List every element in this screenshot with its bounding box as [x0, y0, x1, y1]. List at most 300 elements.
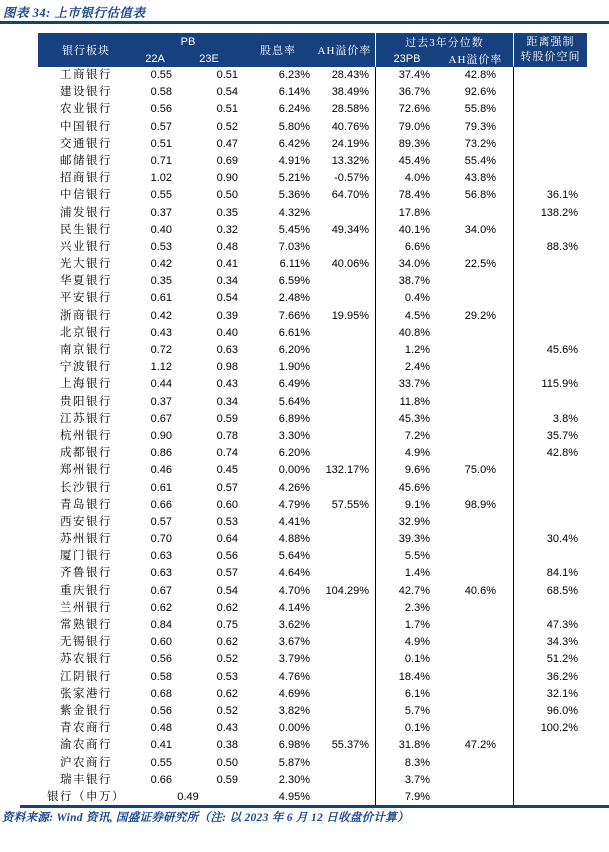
cell-percentile-ah: [438, 359, 514, 376]
cell-percentile-ah: [438, 325, 514, 342]
cell-bank-name: 华夏银行: [60, 275, 112, 288]
cell-percentile-ah: [438, 376, 514, 393]
cell-pb-23e: 0.51: [216, 69, 238, 81]
cell-conversion-space: [514, 772, 587, 789]
cell-dividend-yield: 4.14%: [278, 601, 310, 614]
cell-percentile-ah: [438, 772, 514, 789]
cell-percentile-ah: 22.5%: [438, 256, 514, 273]
cell-ah-premium: 28.43%: [314, 67, 376, 84]
cell-bank-name: 兰州银行: [60, 601, 112, 614]
cell-pb-23e: 0.59: [216, 412, 238, 425]
cell-pb-23e: 0.54: [216, 292, 238, 305]
table-row: [38, 239, 587, 256]
cell-conversion-space: 138.2%: [540, 206, 578, 219]
cell-ah-premium: 49.34%: [314, 222, 376, 239]
cell-percentile-23pb: 0.1%: [404, 653, 430, 666]
cell-percentile-ah: [438, 342, 514, 359]
cell-dividend-yield: 6.98%: [278, 739, 310, 752]
table-row: [38, 703, 587, 720]
cell-percentile-23pb: 0.4%: [404, 292, 430, 305]
cell-pb-23e: 0.50: [216, 189, 238, 202]
cell-ah-premium: [314, 428, 376, 445]
cell-bank-name: 渝农商行: [60, 739, 112, 752]
table-row: [38, 359, 587, 376]
cell-percentile-ah: [438, 565, 514, 582]
cell-ah-premium: 55.37%: [314, 737, 376, 754]
cell-bank-name: 长沙银行: [60, 481, 112, 494]
table-row: [38, 497, 587, 514]
cell-percentile-ah: 34.0%: [438, 222, 514, 239]
cell-conversion-space: [514, 101, 587, 118]
cell-percentile-ah: [438, 239, 514, 256]
cell-percentile-23pb: 8.3%: [404, 756, 430, 769]
cell-ah-premium: [314, 720, 376, 737]
cell-percentile-ah: [438, 548, 514, 565]
cell-dividend-yield: 6.59%: [278, 275, 310, 288]
cell-percentile-ah: [438, 686, 514, 703]
header-percentile-ah-premium: AH溢价率: [438, 50, 514, 67]
cell-pb-22a: 0.68: [150, 687, 172, 700]
cell-ah-premium: 64.70%: [314, 187, 376, 204]
cell-dividend-yield: 3.82%: [278, 704, 310, 717]
bank-valuation-table: [38, 33, 587, 806]
cell-ah-premium: [314, 686, 376, 703]
cell-dividend-yield: 0.00%: [278, 464, 310, 477]
cell-bank-name: 张家港行: [60, 687, 112, 700]
cell-conversion-space: [514, 256, 587, 273]
cell-dividend-yield: 2.48%: [278, 292, 310, 305]
cell-pb-23e: 0.52: [216, 704, 238, 717]
cell-ah-premium: [314, 669, 376, 686]
cell-pb-22a: 0.43: [150, 326, 172, 339]
cell-ah-premium: [314, 789, 376, 806]
cell-pb-22a: 0.48: [150, 722, 172, 735]
cell-conversion-space: 68.5%: [546, 584, 578, 597]
cell-pb-22a: 0.35: [150, 275, 172, 288]
source-note: 资料来源: Wind 资讯, 国盛证券研究所（注: 以 2023 年 6 月 12 日收盘价计算）: [2, 812, 409, 824]
cell-bank-name: 农业银行: [60, 103, 112, 116]
cell-ah-premium: 19.95%: [314, 308, 376, 325]
cell-bank-name: 郑州银行: [60, 464, 112, 477]
cell-pb-22a: 0.40: [150, 223, 172, 236]
table-row: [38, 669, 587, 686]
cell-percentile-ah: [438, 273, 514, 290]
cell-pb-22a: 0.42: [150, 258, 172, 271]
cell-pb-23e: 0.43: [216, 722, 238, 735]
cell-conversion-space: [514, 136, 587, 153]
table-row: [38, 445, 587, 462]
cell-pb-22a: 0.56: [150, 653, 172, 666]
cell-percentile-23pb: 4.0%: [404, 172, 430, 185]
cell-ah-premium: [314, 565, 376, 582]
cell-pb-23e: 0.54: [216, 86, 238, 99]
cell-conversion-space: 51.2%: [546, 653, 578, 666]
cell-pb-23e: 0.56: [216, 550, 238, 563]
cell-percentile-23pb: 5.7%: [404, 704, 430, 717]
cell-ah-premium: [314, 617, 376, 634]
cell-percentile-ah: 56.8%: [438, 187, 514, 204]
cell-percentile-ah: 92.6%: [438, 84, 514, 101]
cell-dividend-yield: 4.41%: [278, 515, 310, 528]
cell-ah-premium: [314, 480, 376, 497]
cell-dividend-yield: 7.03%: [278, 240, 310, 253]
cell-pb-23e: 0.34: [216, 395, 238, 408]
cell-pb-merged: 0.49: [177, 790, 199, 803]
cell-dividend-yield: 3.79%: [278, 653, 310, 666]
cell-percentile-23pb: 36.7%: [398, 86, 430, 99]
table-row: [38, 686, 587, 703]
cell-dividend-yield: 6.42%: [278, 137, 310, 150]
cell-percentile-ah: 42.8%: [438, 67, 514, 84]
cell-conversion-space: [514, 755, 587, 772]
cell-pb-23e: 0.98: [216, 361, 238, 374]
cell-percentile-ah: [438, 600, 514, 617]
cell-percentile-ah: [438, 480, 514, 497]
cell-ah-premium: [314, 548, 376, 565]
table-row: [38, 548, 587, 565]
cell-percentile-23pb: 78.4%: [398, 189, 430, 202]
cell-percentile-23pb: 4.5%: [404, 309, 430, 322]
cell-bank-name: 厦门银行: [60, 550, 112, 563]
cell-dividend-yield: 4.88%: [278, 533, 310, 546]
cell-bank-name: 中国银行: [60, 120, 112, 133]
cell-pb-22a: 0.67: [150, 412, 172, 425]
cell-pb-23e: 0.57: [216, 567, 238, 580]
cell-bank-name: 光大银行: [60, 258, 112, 271]
cell-pb-22a: 1.12: [150, 361, 172, 374]
table-row: [38, 205, 587, 222]
cell-ah-premium: [314, 394, 376, 411]
table-row: [38, 136, 587, 153]
cell-ah-premium: 28.58%: [314, 101, 376, 118]
cell-pb-22a: 0.62: [150, 601, 172, 614]
cell-bank-name: 北京银行: [60, 326, 112, 339]
header-conversion-line1: 距离强制: [526, 36, 575, 48]
cell-pb-23e: 0.54: [216, 584, 238, 597]
cell-percentile-23pb: 38.7%: [398, 275, 430, 288]
cell-pb-23e: 0.53: [216, 515, 238, 528]
cell-percentile-23pb: 31.8%: [398, 739, 430, 752]
cell-ah-premium: 40.76%: [314, 119, 376, 136]
cell-pb-23e: 0.62: [216, 601, 238, 614]
cell-percentile-23pb: 42.7%: [398, 584, 430, 597]
cell-percentile-ah: [438, 531, 514, 548]
cell-pb-22a: 0.86: [150, 447, 172, 460]
cell-bank-name: 邮储银行: [60, 154, 112, 167]
cell-bank-name: 西安银行: [60, 515, 112, 528]
cell-percentile-ah: 29.2%: [438, 308, 514, 325]
cell-bank-name: 瑞丰银行: [60, 773, 112, 786]
cell-percentile-23pb: 1.7%: [404, 619, 430, 631]
cell-percentile-ah: [438, 428, 514, 445]
header-pb-23e: 23E: [199, 52, 219, 65]
cell-pb-22a: 0.57: [150, 515, 172, 528]
cell-ah-premium: [314, 755, 376, 772]
cell-bank-name: 齐鲁银行: [60, 567, 112, 580]
cell-bank-name: 招商银行: [60, 172, 112, 185]
cell-dividend-yield: 4.64%: [278, 567, 310, 580]
cell-ah-premium: [314, 325, 376, 342]
cell-bank-name: 贵阳银行: [60, 395, 112, 408]
cell-conversion-space: [514, 273, 587, 290]
cell-percentile-ah: [438, 634, 514, 651]
cell-dividend-yield: 4.76%: [278, 670, 310, 683]
table-row: [38, 531, 587, 548]
cell-ah-premium: [314, 531, 376, 548]
cell-percentile-23pb: 45.4%: [398, 154, 430, 167]
cell-percentile-23pb: 32.9%: [398, 515, 430, 528]
cell-bank-name: 常熟银行: [60, 619, 112, 631]
cell-pb-23e: 0.75: [216, 619, 238, 631]
cell-percentile-23pb: 1.4%: [404, 567, 430, 580]
table-header: [38, 33, 587, 67]
cell-bank-name: 工商银行: [60, 69, 112, 81]
cell-percentile-23pb: 9.6%: [404, 464, 430, 477]
table-row: [38, 342, 587, 359]
cell-pb-22a: 0.44: [150, 378, 172, 391]
cell-percentile-23pb: 11.8%: [399, 395, 430, 408]
cell-percentile-ah: 43.8%: [438, 170, 514, 187]
cell-dividend-yield: 4.26%: [278, 481, 310, 494]
cell-dividend-yield: 4.32%: [278, 206, 310, 219]
cell-pb-22a: 0.63: [150, 550, 172, 563]
cell-dividend-yield: 4.79%: [278, 498, 310, 511]
table-row: [38, 376, 587, 393]
cell-percentile-23pb: 6.1%: [404, 687, 430, 700]
cell-pb-23e: 0.39: [216, 309, 238, 322]
table-row: [38, 789, 587, 806]
cell-dividend-yield: 5.64%: [278, 550, 310, 563]
cell-ah-premium: [314, 359, 376, 376]
cell-conversion-space: [514, 600, 587, 617]
cell-pb-22a: 0.67: [150, 584, 172, 597]
cell-bank-name: 紫金银行: [60, 704, 112, 717]
cell-bank-name: 苏州银行: [60, 533, 112, 546]
cell-conversion-space: [514, 153, 587, 170]
cell-percentile-ah: [438, 205, 514, 222]
cell-conversion-space: [514, 480, 587, 497]
cell-bank-name: 平安银行: [60, 292, 112, 305]
cell-bank-name: 江阴银行: [60, 670, 112, 683]
cell-pb-22a: 1.02: [150, 172, 172, 185]
table-row: [38, 325, 587, 342]
cell-percentile-23pb: 39.3%: [398, 533, 430, 546]
cell-percentile-ah: [438, 514, 514, 531]
cell-bank-name: 南京银行: [60, 344, 112, 356]
cell-dividend-yield: 6.11%: [279, 258, 310, 271]
cell-ah-premium: [314, 703, 376, 720]
table-row: [38, 84, 587, 101]
cell-pb-23e: 0.34: [216, 275, 238, 288]
cell-percentile-23pb: 5.5%: [404, 550, 430, 563]
cell-pb-22a: 0.37: [150, 206, 172, 219]
cell-bank-name: 青农商行: [60, 722, 112, 735]
cell-dividend-yield: 3.67%: [278, 636, 310, 649]
cell-percentile-ah: [438, 720, 514, 737]
header-ah-premium: AH溢价率: [314, 33, 376, 67]
cell-ah-premium: 104.29%: [314, 583, 376, 600]
cell-ah-premium: 13.32%: [314, 153, 376, 170]
cell-pb-23e: 0.52: [216, 120, 238, 133]
cell-pb-22a: 0.55: [150, 69, 172, 81]
cell-pb-23e: 0.90: [216, 172, 238, 185]
table-row: [38, 462, 587, 479]
cell-ah-premium: [314, 290, 376, 307]
cell-percentile-23pb: 0.1%: [404, 722, 430, 735]
cell-percentile-ah: 55.8%: [438, 101, 514, 118]
cell-dividend-yield: 7.66%: [278, 309, 310, 322]
table-row: [38, 737, 587, 754]
cell-percentile-23pb: 40.1%: [398, 223, 430, 236]
header-pb-group: PB: [180, 35, 196, 48]
cell-bank-name: 银行（申万）: [47, 790, 125, 803]
cell-ah-premium: [314, 376, 376, 393]
cell-pb-23e: 0.51: [216, 103, 238, 116]
cell-dividend-yield: 6.49%: [278, 378, 310, 391]
table-row: [38, 256, 587, 273]
header-conversion-line2: 转股价空间: [520, 51, 581, 63]
cell-conversion-space: 34.3%: [546, 636, 578, 649]
table-body: [38, 67, 587, 806]
cell-conversion-space: [514, 222, 587, 239]
cell-pb-23e: 0.64: [216, 533, 238, 546]
cell-percentile-23pb: 6.6%: [404, 240, 430, 253]
cell-percentile-23pb: 4.9%: [404, 447, 430, 460]
cell-ah-premium: [314, 772, 376, 789]
table-row: [38, 617, 587, 634]
table-row: [38, 755, 587, 772]
cell-percentile-23pb: 33.7%: [398, 378, 430, 391]
cell-ah-premium: [314, 411, 376, 428]
cell-dividend-yield: 6.20%: [278, 344, 310, 356]
cell-percentile-ah: [438, 651, 514, 668]
table-row: [38, 290, 587, 307]
cell-conversion-space: 100.2%: [540, 722, 578, 735]
table-row: [38, 394, 587, 411]
header-pb-22a: 22A: [145, 52, 165, 65]
cell-dividend-yield: 5.87%: [278, 756, 310, 769]
cell-dividend-yield: 4.69%: [278, 687, 310, 700]
table-row: [38, 565, 587, 582]
cell-ah-premium: [314, 514, 376, 531]
cell-pb-22a: 0.46: [150, 464, 172, 477]
table-row: [38, 308, 587, 325]
cell-pb-22a: 0.61: [150, 481, 172, 494]
cell-ah-premium: [314, 239, 376, 256]
header-bank-sector: 银行板块: [62, 45, 110, 57]
cell-dividend-yield: 6.61%: [278, 326, 310, 339]
cell-pb-22a: 0.56: [150, 704, 172, 717]
cell-pb-22a: 0.66: [150, 773, 172, 786]
cell-bank-name: 建设银行: [60, 86, 112, 99]
cell-conversion-space: 35.7%: [546, 429, 578, 442]
cell-pb-23e: 0.74: [216, 447, 238, 460]
cell-dividend-yield: 6.24%: [278, 103, 310, 116]
cell-percentile-23pb: 7.2%: [404, 429, 430, 442]
cell-conversion-space: [514, 119, 587, 136]
cell-percentile-ah: [438, 411, 514, 428]
cell-dividend-yield: 3.30%: [278, 429, 310, 442]
cell-percentile-23pb: 89.3%: [398, 137, 430, 150]
table-row: [38, 600, 587, 617]
cell-conversion-space: [514, 548, 587, 565]
cell-dividend-yield: 6.23%: [278, 69, 310, 81]
table-row: [38, 720, 587, 737]
cell-ah-premium: 132.17%: [314, 462, 376, 479]
cell-percentile-23pb: 45.6%: [398, 481, 430, 494]
cell-percentile-23pb: 3.7%: [404, 773, 430, 786]
cell-percentile-23pb: 79.0%: [398, 120, 430, 133]
header-conversion-price-space: [514, 33, 587, 67]
cell-ah-premium: [314, 342, 376, 359]
cell-bank-name: 苏农银行: [60, 653, 112, 666]
cell-bank-name: 青岛银行: [60, 498, 112, 511]
cell-ah-premium: [314, 651, 376, 668]
cell-percentile-ah: [438, 290, 514, 307]
cell-ah-premium: -0.57%: [314, 170, 376, 187]
cell-percentile-23pb: 37.4%: [398, 69, 430, 81]
cell-pb-22a: 0.90: [150, 429, 172, 442]
cell-dividend-yield: 2.30%: [278, 773, 310, 786]
cell-conversion-space: 30.4%: [546, 533, 578, 546]
cell-pb-22a: 0.53: [150, 240, 172, 253]
cell-pb-22a: 0.55: [150, 756, 172, 769]
title-divider-rule: [0, 21, 609, 24]
cell-pb-22a: 0.63: [150, 567, 172, 580]
table-row: [38, 170, 587, 187]
cell-bank-name: 兴业银行: [60, 240, 112, 253]
cell-dividend-yield: 6.20%: [278, 447, 310, 460]
cell-percentile-ah: 75.0%: [438, 462, 514, 479]
cell-ah-premium: 24.19%: [314, 136, 376, 153]
cell-ah-premium: [314, 634, 376, 651]
cell-percentile-23pb: 17.8%: [398, 206, 430, 219]
cell-ah-premium: 40.06%: [314, 256, 376, 273]
cell-bank-name: 中信银行: [60, 189, 112, 202]
cell-pb-23e: 0.52: [216, 653, 238, 666]
cell-conversion-space: 47.3%: [546, 619, 578, 631]
cell-conversion-space: 42.8%: [546, 447, 578, 460]
cell-bank-name: 宁波银行: [60, 361, 112, 374]
cell-pb-22a: 0.60: [150, 636, 172, 649]
table-row: [38, 119, 587, 136]
cell-pb-22a: 0.84: [150, 619, 172, 631]
cell-percentile-23pb: 18.4%: [398, 670, 430, 683]
cell-pb-23e: 0.38: [216, 739, 238, 752]
cell-percentile-23pb: 4.9%: [404, 636, 430, 649]
cell-conversion-space: [514, 737, 587, 754]
cell-dividend-yield: 5.36%: [278, 189, 310, 202]
cell-percentile-23pb: 7.9%: [404, 790, 430, 803]
cell-pb-23e: 0.57: [216, 481, 238, 494]
cell-dividend-yield: 6.89%: [278, 412, 310, 425]
table-row: [38, 428, 587, 445]
cell-percentile-ah: 40.6%: [438, 583, 514, 600]
cell-conversion-space: [514, 325, 587, 342]
table-row: [38, 480, 587, 497]
cell-percentile-23pb: 34.0%: [398, 258, 430, 271]
figure-title: 图表 34: 上市银行估值表: [3, 6, 146, 20]
cell-pb-22a: 0.71: [150, 154, 172, 167]
cell-bank-name: 浙商银行: [60, 309, 112, 322]
cell-pb-23e: 0.78: [216, 429, 238, 442]
cell-percentile-ah: 47.2%: [438, 737, 514, 754]
header-3yr-percentile-group: 过去3年分位数: [376, 33, 514, 50]
cell-ah-premium: [314, 205, 376, 222]
cell-pb-22a: 0.58: [150, 670, 172, 683]
cell-conversion-space: 96.0%: [546, 704, 578, 717]
cell-pb-23e: 0.53: [216, 670, 238, 683]
